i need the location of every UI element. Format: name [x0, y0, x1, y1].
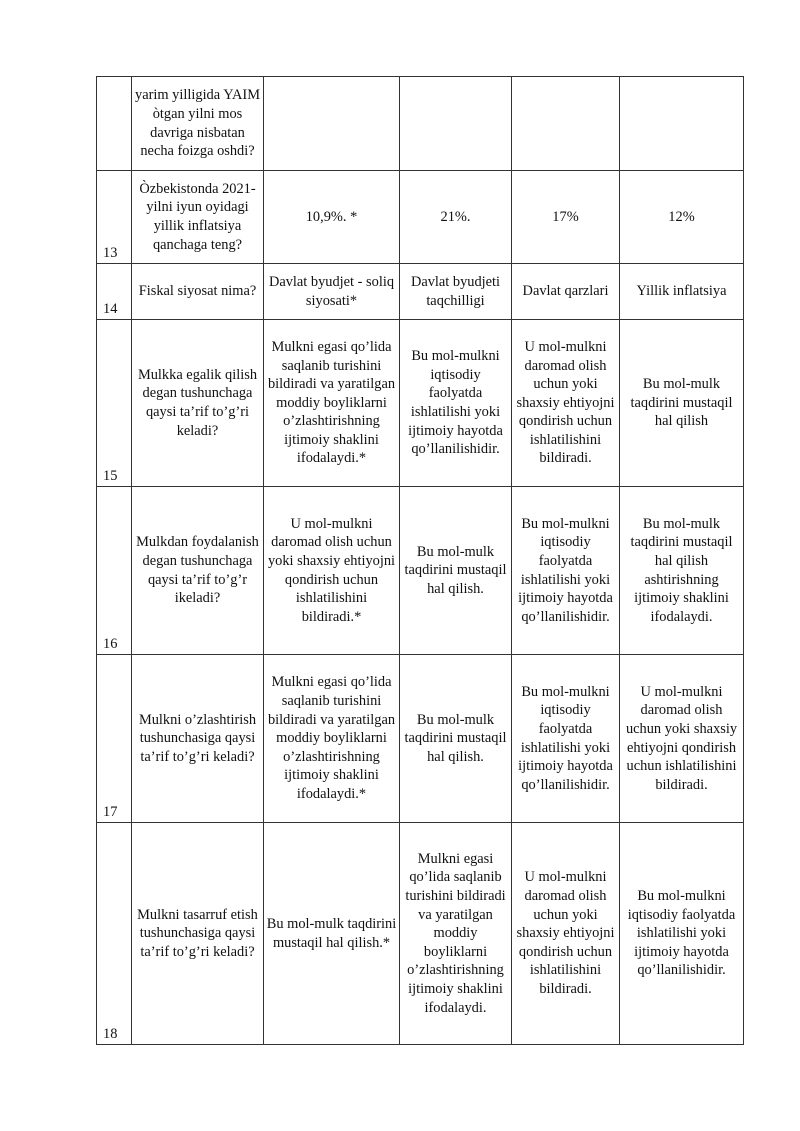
answer-option-c: U mol-mulkni daromad olish uchun yoki shaxsiy ehtiyojni qondirish uchun ishlatilishini bildiradi.	[512, 320, 620, 487]
answer-option-d: Bu mol-mulkni iqtisodiy faolyatda ishlatilishi yoki ijtimoiy hayotda qo’llanilishidir.	[620, 823, 744, 1045]
question-text: Mulkdan foydalanish degan tushunchaga qaysi ta’rif to’g’r ikeladi?	[132, 487, 264, 655]
answer-option-b	[400, 77, 512, 171]
answer-option-a	[264, 77, 400, 171]
question-text: Mulkni tasarruf etish tushunchasiga qaysi ta’rif to’g’ri keladi?	[132, 823, 264, 1045]
answer-option-b: Bu mol-mulk taqdirini mustaqil hal qilish.	[400, 655, 512, 823]
question-number: 14	[97, 264, 132, 320]
answer-option-b: Mulkni egasi qo’lida saqlanib turishini bildiradi va yaratilgan moddiy boyliklarni o’zlashtirishning ijtimoiy shaklini ifodalaydi.	[400, 823, 512, 1045]
answer-option-d: Bu mol-mulk taqdirini mustaqil hal qilish	[620, 320, 744, 487]
question-text: Òzbekistonda 2021-yilni iyun oyidagi yillik inflatsiya qanchaga teng?	[132, 171, 264, 264]
answer-option-c: U mol-mulkni daromad olish uchun yoki shaxsiy ehtiyojni qondirish uchun ishlatilishini bildiradi.	[512, 823, 620, 1045]
question-number	[97, 77, 132, 171]
answer-option-b: Bu mol-mulkni iqtisodiy faolyatda ishlatilishi yoki ijtimoiy hayotda qo’llanilishidir.	[400, 320, 512, 487]
answer-option-c: 17%	[512, 171, 620, 264]
answer-option-d: Yillik inflatsiya	[620, 264, 744, 320]
answer-option-b: Bu mol-mulk taqdirini mustaqil hal qilish.	[400, 487, 512, 655]
table-row	[97, 823, 744, 1045]
question-number: 17	[97, 655, 132, 823]
answer-option-c: Bu mol-mulkni iqtisodiy faolyatda ishlatilishi yoki ijtimoiy hayotda qo’llanilishidir.	[512, 487, 620, 655]
answer-option-c	[512, 77, 620, 171]
answer-option-a: Bu mol-mulk taqdirini mustaqil hal qilish.*	[264, 823, 400, 1045]
answer-option-a: U mol-mulkni daromad olish uchun yoki shaxsiy ehtiyojni qondirish uchun ishlatilishini bildiradi.*	[264, 487, 400, 655]
answer-option-c: Davlat qarzlari	[512, 264, 620, 320]
quiz-table	[96, 76, 744, 1045]
question-number: 13	[97, 171, 132, 264]
answer-option-d: 12%	[620, 171, 744, 264]
question-text: yarim yilligida YAIM òtgan yilni mos davriga nisbatan necha foizga oshdi?	[132, 77, 264, 171]
answer-option-d	[620, 77, 744, 171]
answer-option-b: Davlat byudjeti taqchilligi	[400, 264, 512, 320]
table-row	[97, 171, 744, 264]
table-row	[97, 655, 744, 823]
question-number: 16	[97, 487, 132, 655]
answer-option-a: Mulkni egasi qo’lida saqlanib turishini bildiradi va yaratilgan moddiy boyliklarni o’zlashtirishning ijtimoiy shaklini ifodalaydi.*	[264, 655, 400, 823]
question-text: Mulkka egalik qilish degan tushunchaga qaysi ta’rif to’g’ri keladi?	[132, 320, 264, 487]
question-text: Fiskal siyosat nima?	[132, 264, 264, 320]
answer-option-b: 21%.	[400, 171, 512, 264]
table-row	[97, 77, 744, 171]
answer-option-d: U mol-mulkni daromad olish uchun yoki shaxsiy ehtiyojni qondirish uchun ishlatilishini bildiradi.	[620, 655, 744, 823]
answer-option-a: Davlat byudjet - soliq siyosati*	[264, 264, 400, 320]
question-text: Mulkni o’zlashtirish tushunchasiga qaysi ta’rif to’g’ri keladi?	[132, 655, 264, 823]
table-row	[97, 264, 744, 320]
table-row	[97, 487, 744, 655]
answer-option-d: Bu mol-mulk taqdirini mustaqil hal qilish ashtirishning ijtimoiy shaklini ifodalaydi.	[620, 487, 744, 655]
answer-option-a: Mulkni egasi qo’lida saqlanib turishini bildiradi va yaratilgan moddiy boyliklarni o’zlashtirishning ijtimoiy shaklini ifodalaydi.*	[264, 320, 400, 487]
question-number: 18	[97, 823, 132, 1045]
answer-option-c: Bu mol-mulkni iqtisodiy faolyatda ishlatilishi yoki ijtimoiy hayotda qo’llanilishidir.	[512, 655, 620, 823]
table-row	[97, 320, 744, 487]
question-number: 15	[97, 320, 132, 487]
answer-option-a: 10,9%. *	[264, 171, 400, 264]
